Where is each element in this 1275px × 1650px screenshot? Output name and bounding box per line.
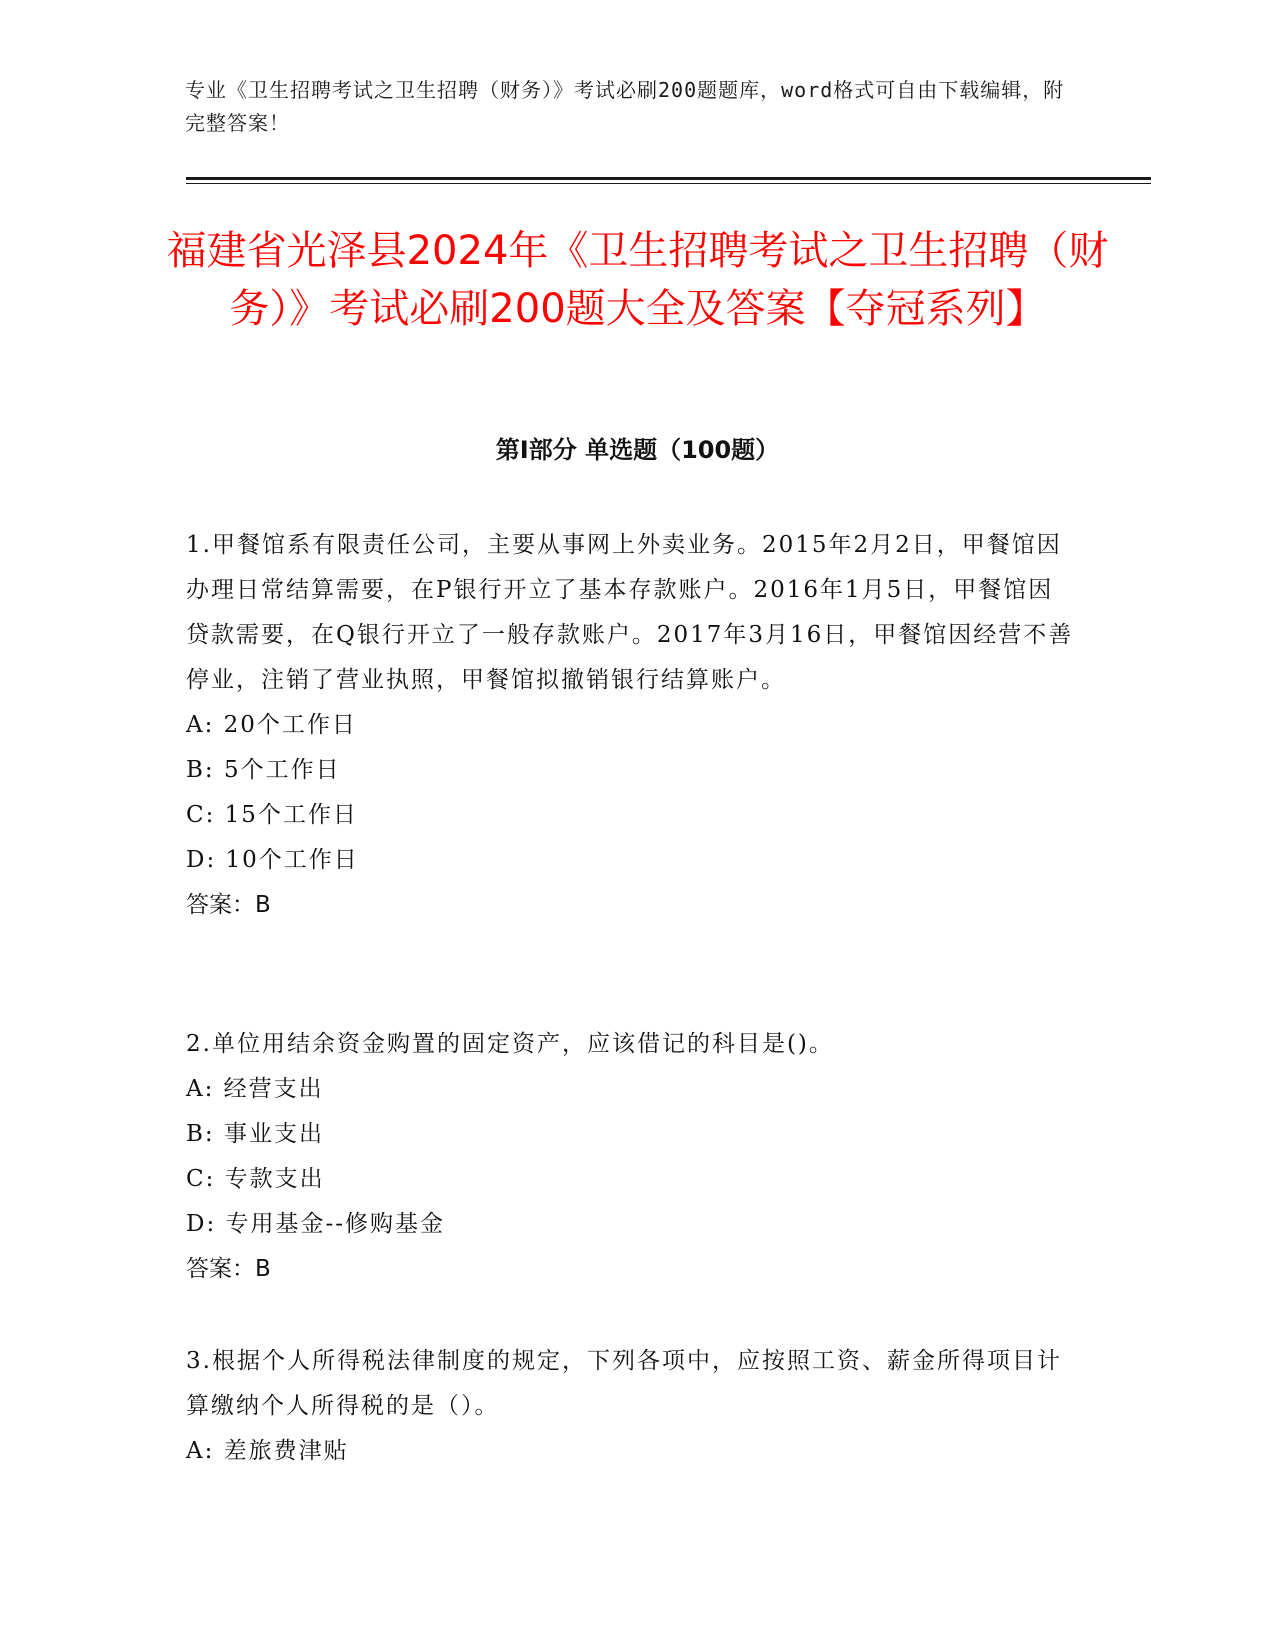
option-c: C: 15个工作日 <box>186 802 358 828</box>
question-stem: 1.甲餐馆系有限责任公司，主要从事网上外卖业务。2015年2月2日，甲餐馆因办理日常结算需要，在P银行开立了基本存款账户。2016年1月5日，甲餐馆因贷款需要，在Q银行开立了一般存款账户。2017年3月16日，甲餐馆因经营不善停业，注销了营业执照，甲餐馆拟撤销银行结算账户。 <box>186 532 1074 693</box>
question-stem: 2.单位用结余资金购置的固定资产，应该借记的科目是()。 <box>186 1031 834 1057</box>
header-divider-thick <box>186 177 1151 180</box>
option-a: A: 经营支出 <box>186 1076 324 1102</box>
answer: 答案：B <box>186 1256 271 1282</box>
option-b: B: 5个工作日 <box>186 757 341 783</box>
header-divider-thin <box>186 183 1151 184</box>
option-a: A: 差旅费津贴 <box>186 1438 349 1464</box>
option-c: C: 专款支出 <box>186 1166 325 1192</box>
question-3 <box>186 1339 1076 1474</box>
question-stem: 3.根据个人所得税法律制度的规定，下列各项中，应按照工资、薪金所得项目计算缴纳个人所得税的是（）。 <box>186 1348 1062 1419</box>
question-2 <box>186 1022 1076 1292</box>
section-title: 第I部分 单选题（100题） <box>495 436 780 464</box>
option-d: D: 10个工作日 <box>186 847 359 873</box>
option-a: A: 20个工作日 <box>186 712 357 738</box>
answer: 答案：B <box>186 892 271 918</box>
header-note: 专业《卫生招聘考试之卫生招聘（财务）》考试必刷200题题库，word格式可自由下载编辑，附完整答案！ <box>185 78 1065 135</box>
option-d: D: 专用基金--修购基金 <box>186 1211 446 1237</box>
question-1 <box>186 523 1076 928</box>
document-title: 福建省光泽县2024年《卫生招聘考试之卫生招聘（财务）》考试必刷200题大全及答案【夺冠系列】 <box>166 228 1109 332</box>
option-b: B: 事业支出 <box>186 1121 324 1147</box>
